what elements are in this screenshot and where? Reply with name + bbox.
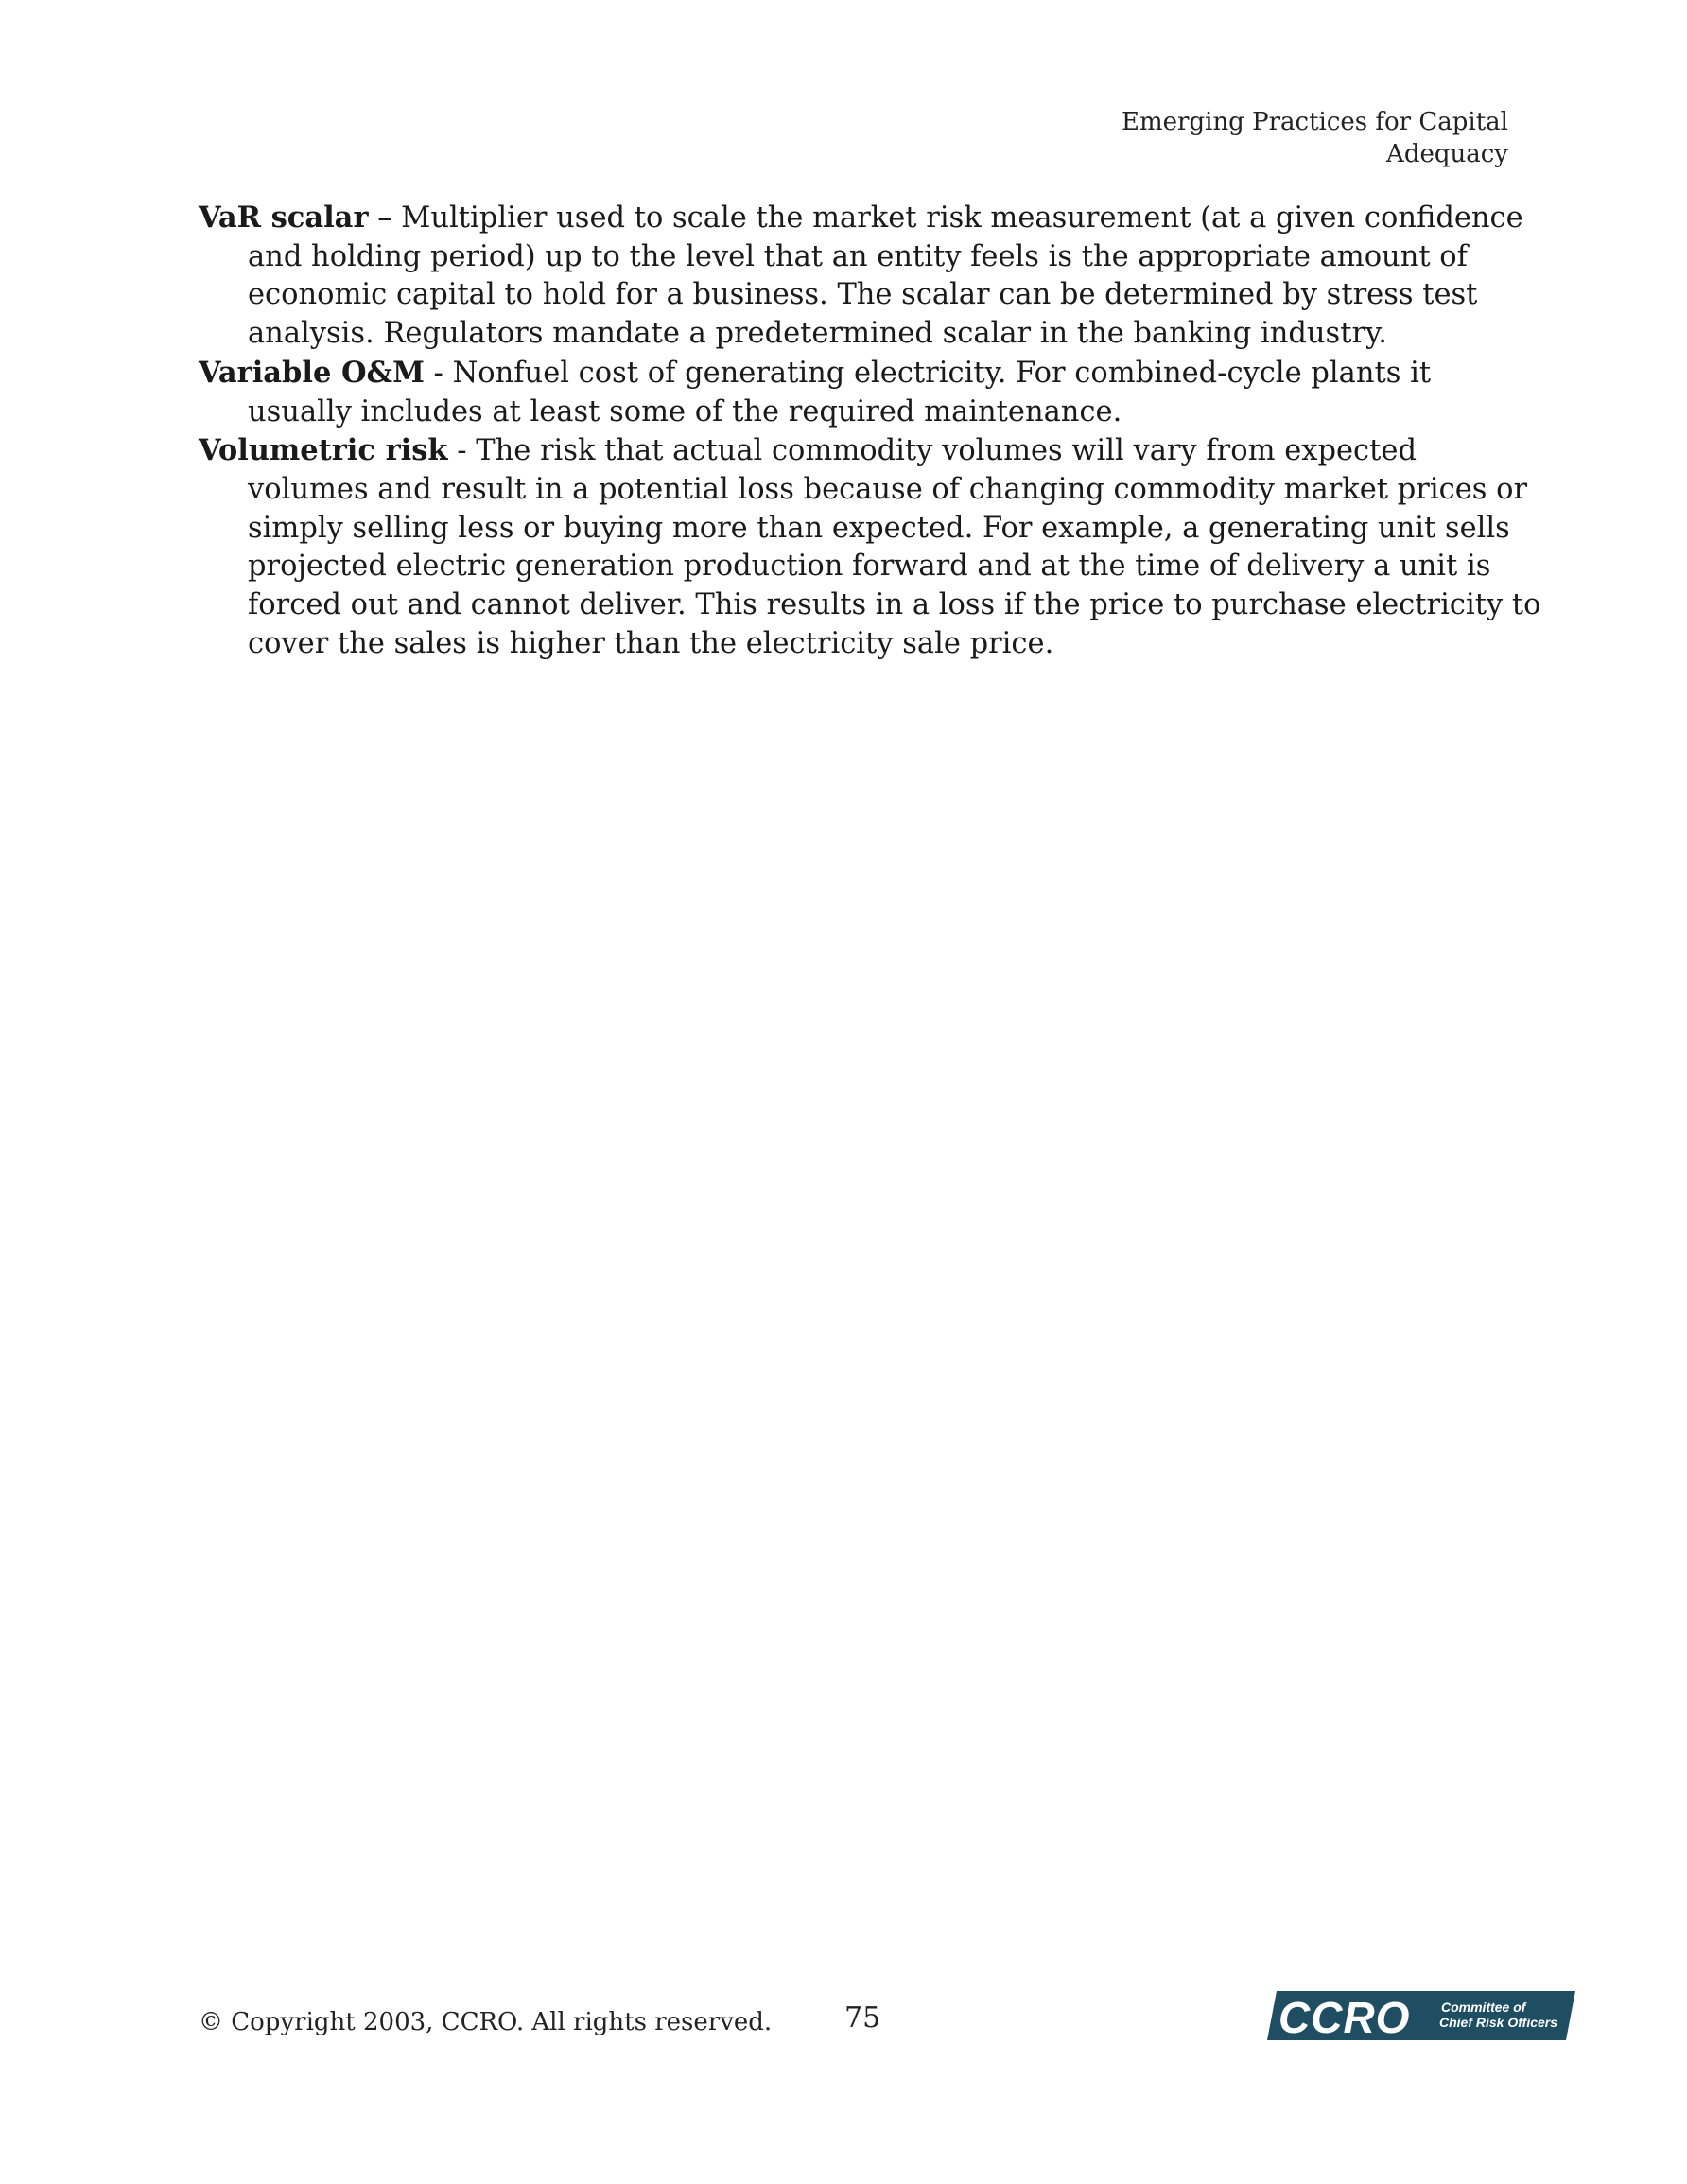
glossary-definition: Nonfuel cost of generating electricity. For combined-cycle plants it usually includes at least some of the required maintenance. bbox=[248, 356, 1432, 428]
glossary-entry-var-scalar bbox=[199, 199, 1541, 354]
glossary-term: VaR scalar bbox=[199, 201, 369, 235]
glossary-term: Variable O&M bbox=[199, 355, 425, 390]
running-header: Emerging Practices for Capital Adequacy bbox=[1122, 108, 1508, 168]
logo-tagline-line1: Committee of bbox=[1441, 2000, 1526, 2015]
glossary-entry-volumetric-risk bbox=[199, 431, 1541, 663]
logo-wordmark: CCRO bbox=[1278, 1993, 1411, 2040]
glossary-entry-variable-om bbox=[199, 354, 1541, 431]
glossary-list bbox=[199, 199, 1541, 663]
glossary-definition: Multiplier used to scale the market risk measurement (at a given confidence and holding period) up to the level that an entity feels is the appropriate amount of economic capital to hold for a business. The scalar can be determined by stress test analysis. Regulators mandate a predetermined scalar in the banking industry. bbox=[248, 201, 1523, 351]
ccro-logo bbox=[1267, 1991, 1575, 2040]
logo-tagline-line2: Chief Risk Officers bbox=[1439, 2015, 1558, 2030]
glossary-separator: - bbox=[447, 434, 477, 468]
page-number: 75 bbox=[844, 2001, 881, 2035]
glossary-separator: – bbox=[368, 201, 402, 235]
glossary-definition: The risk that actual commodity volumes will vary from expected volumes and result in a potential loss because of changing commodity market prices or simply selling less or buying more than expected. For example, a generating unit sells projected electric generation production forward and at the time of delivery a unit is forced out and cannot deliver. This results in a loss if the price to purchase electricity to cover the sales is higher than the electricity sale price. bbox=[248, 434, 1541, 660]
glossary-separator: - bbox=[424, 356, 453, 390]
glossary-term: Volumetric risk bbox=[199, 433, 448, 468]
footer-copyright: © Copyright 2003, CCRO. All rights reserved. bbox=[199, 2008, 773, 2036]
